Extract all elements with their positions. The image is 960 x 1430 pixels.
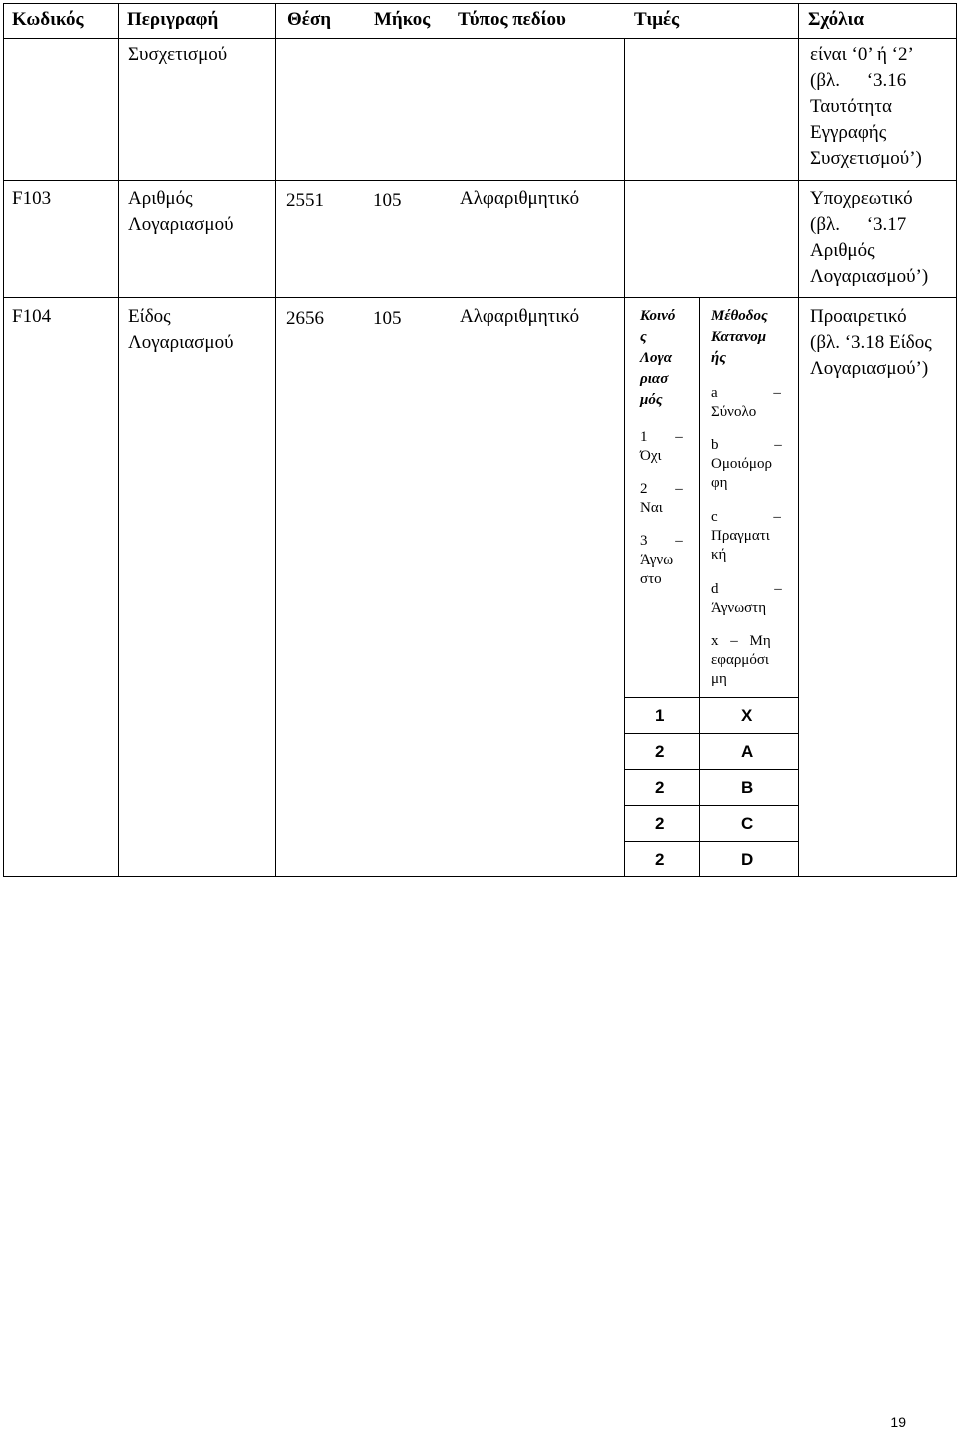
combo-3-method: B [741,778,754,797]
row1-comments [810,42,948,172]
row2-comment-line: Αριθμός [810,240,875,261]
shared-account-header-line: μός [640,392,663,408]
option-line: 3 – [640,533,683,549]
allocation-method-option-b [711,436,791,493]
row2-description-line: Αριθμός [128,188,193,209]
row2-comment-line: (βλ. ‘3.17 [810,214,907,235]
table-bottom-border [3,876,957,877]
header-length: Μήκος [374,9,431,30]
row2-description-line: Λογαριασμού [128,214,234,235]
row2-length: 105 [373,190,402,211]
option-line: d – [711,581,782,597]
row2-field-type: Αλφαριθμητικό [460,188,580,209]
col-border-1 [118,3,119,877]
row1-comment-line: Ταυτότητα [810,96,892,117]
row3-comment-line: (βλ. ‘3.18 Είδος [810,332,932,353]
row3-description [128,304,234,356]
row1-comment-line: Εγγραφής [810,122,887,143]
shared-account-option-2 [640,480,690,518]
row3-description-line: Είδος [128,306,171,327]
option-line: κή [711,547,727,563]
row3-position: 2656 [286,308,324,329]
option-line: Άγνωστη [711,600,767,616]
allocation-method-option-a [711,384,791,422]
row3-comment-line: Προαιρετικό [810,306,907,327]
values-subtable-divider [699,297,700,876]
option-line: φη [711,475,728,491]
combo-2-method: A [741,742,754,761]
row3-comments [810,304,950,382]
row1-bottom-border [3,180,957,181]
combo-line-4 [624,805,799,806]
allocation-method-header-line: Μέθοδος [711,308,768,324]
header-description: Περιγραφή [127,9,219,30]
col-border-0 [3,3,4,877]
row3-length: 105 [373,308,402,329]
row1-comment-line: Συσχετισμού’) [810,148,922,169]
shared-account-option-3 [640,532,690,589]
combo-5-method: D [741,850,754,869]
combo-4-shared: 2 [655,814,665,833]
combo-1-shared: 1 [655,706,665,725]
row3-field-type: Αλφαριθμητικό [460,306,580,327]
table-top-border [3,3,957,4]
row2-bottom-border [3,297,957,298]
option-line: 2 – [640,481,683,497]
option-line: εφαρμόσι [711,652,769,668]
row2-comment-line: Υποχρεωτικό [810,188,913,209]
header-values: Τιμές [634,9,680,30]
option-line: μη [711,671,727,687]
option-line: c – [711,509,781,525]
option-line: x – Μη [711,633,771,649]
allocation-method-header-line: ής [711,350,726,366]
option-line: Όχι [640,448,662,464]
option-line: Πραγματι [711,528,770,544]
option-line: Σύνολο [711,404,757,420]
option-line: b – [711,437,782,453]
allocation-method-header [711,306,791,369]
header-comments: Σχόλια [808,9,864,30]
row1-comment-line: είναι ‘0’ ή ‘2’ [810,44,914,65]
col-border-2 [275,3,276,877]
header-bottom-border [3,38,957,39]
row3-description-line: Λογαριασμού [128,332,234,353]
row2-position: 2551 [286,190,324,211]
allocation-method-option-x [711,632,791,689]
header-code: Κωδικός [12,9,84,30]
combo-line-3 [624,769,799,770]
row2-comment-line: Λογαριασμού’) [810,266,929,287]
option-line: Ομοιόμορ [711,456,772,472]
combo-line-5 [624,841,799,842]
shared-account-header-line: Κοινό [640,308,676,324]
combo-line-2 [624,733,799,734]
col-border-5 [956,3,957,877]
combo-line-1 [624,697,799,698]
row2-comments [810,186,948,290]
row3-code: F104 [12,306,52,327]
combo-2-shared: 2 [655,742,665,761]
col-border-4 [798,3,799,877]
combo-5-shared: 2 [655,850,665,869]
option-line: 1 – [640,429,683,445]
row1-comment-line: (βλ. ‘3.16 [810,70,907,91]
shared-account-header [640,306,690,411]
allocation-method-option-c [711,508,791,565]
row2-description [128,186,234,238]
allocation-method-header-line: Κατανομ [711,329,767,345]
option-line: Άγνω [640,552,674,568]
row1-description: Συσχετισμού [128,44,228,65]
row2-code: F103 [12,188,52,209]
shared-account-option-1 [640,428,690,466]
shared-account-header-line: ριασ [640,371,669,387]
combo-4-method: C [741,814,754,833]
option-line: Ναι [640,500,663,516]
combo-3-shared: 2 [655,778,665,797]
row3-comment-line: Λογαριασμού’) [810,358,929,379]
shared-account-header-line: ς [640,329,647,345]
col-border-3 [624,38,625,876]
header-position: Θέση [287,9,332,30]
header-field-type: Τύπος πεδίου [458,9,566,30]
page-number: 19 [890,1414,906,1430]
combo-1-method: X [741,706,753,725]
allocation-method-option-d [711,580,791,618]
option-line: στο [640,571,662,587]
shared-account-header-line: Λογα [640,350,673,366]
option-line: a – [711,385,781,401]
